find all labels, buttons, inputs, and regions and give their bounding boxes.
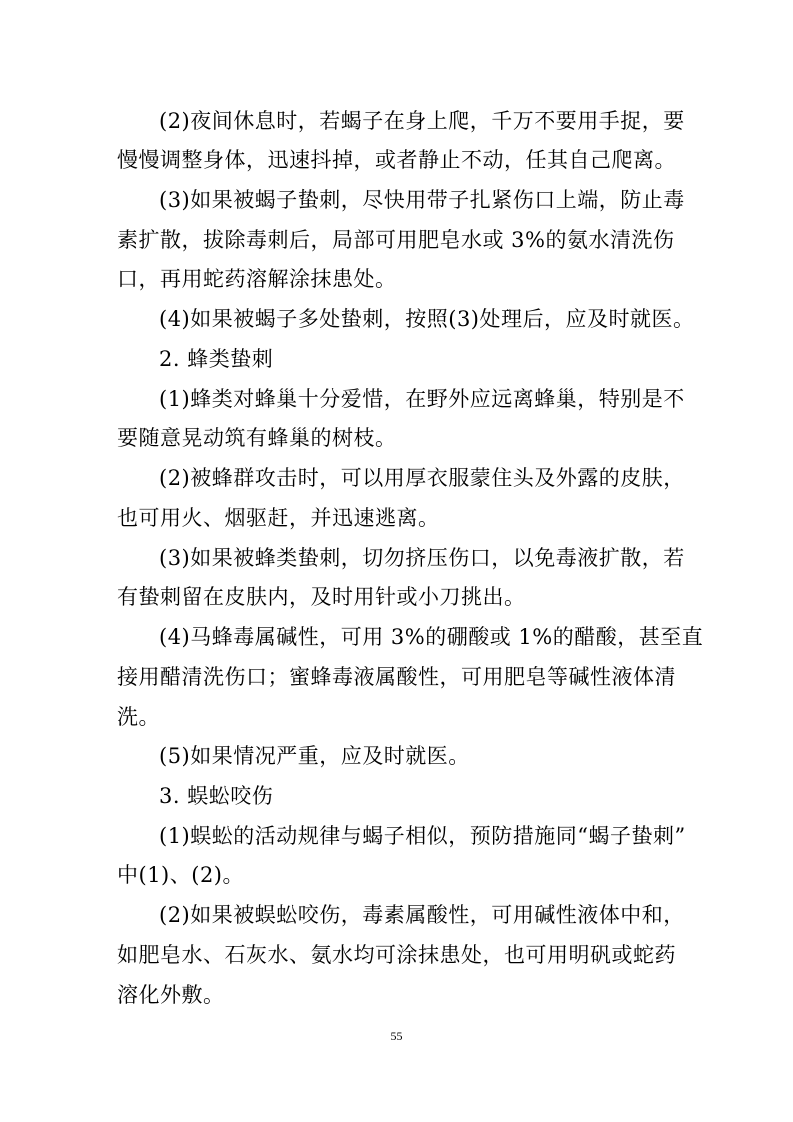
document-body [117,0,704,1122]
paragraph-line: 素扩散，拔除毒刺后，局部可用肥皂水或 3%的氨水清洗伤 [117,228,675,252]
paragraph-line: (4)如果被蝎子多处蛰刺，按照(3)处理后，应及时就医。 [159,307,695,331]
paragraph-line: 要随意晃动筑有蜂巢的树枝。 [117,426,397,450]
paragraph-line: (1)蜂类对蜂巢十分爱惜，在野外应远离蜂巢，特别是不 [159,387,685,411]
section-heading: 3. 蜈蚣咬伤 [159,784,274,808]
paragraph-line: (2)夜间休息时，若蝎子在身上爬，千万不要用手捉，要 [159,109,685,133]
paragraph-line: 接用醋清洗伤口；蜜蜂毒液属酸性，可用肥皂等碱性液体清 [117,665,676,689]
paragraph-line: 溶化外敷。 [117,983,225,1007]
paragraph-line: 洗。 [117,705,160,729]
page-number: 55 [390,1029,403,1043]
paragraph-line: (1)蜈蚣的活动规律与蝎子相似，预防措施同“蝎子蛰刺” [159,824,686,848]
paragraph-line: (2)如果被蜈蚣咬伤，毒素属酸性，可用碱性液体中和， [159,903,685,927]
paragraph-line: 慢慢调整身体，迅速抖掉，或者静止不动，任其自己爬离。 [117,148,676,172]
paragraph-line: (4)马蜂毒属碱性，可用 3%的硼酸或 1%的醋酸，甚至直 [159,625,704,649]
paragraph-line: (2)被蜂群攻击时，可以用厚衣服蒙住头及外露的皮肤， [159,466,685,490]
paragraph-line: 口，再用蛇药溶解涂抹患处。 [117,267,397,291]
section-heading: 2. 蜂类蛰刺 [159,347,274,371]
paragraph-line: (5)如果情况严重，应及时就医。 [159,744,470,768]
paragraph-line: (3)如果被蜂类蛰刺，切勿挤压伤口，以免毒液扩散，若 [159,546,685,570]
paragraph-line: 中(1)、(2)。 [117,863,244,887]
paragraph-line: 如肥皂水、石灰水、氨水均可涂抹患处，也可用明矾或蛇药 [117,943,676,967]
paragraph-line: (3)如果被蝎子蛰刺，尽快用带子扎紧伤口上端，防止毒 [159,188,685,212]
paragraph-line: 有蛰刺留在皮肤内，及时用针或小刀挑出。 [117,585,526,609]
paragraph-line: 也可用火、烟驱赶，并迅速逃离。 [117,506,440,530]
